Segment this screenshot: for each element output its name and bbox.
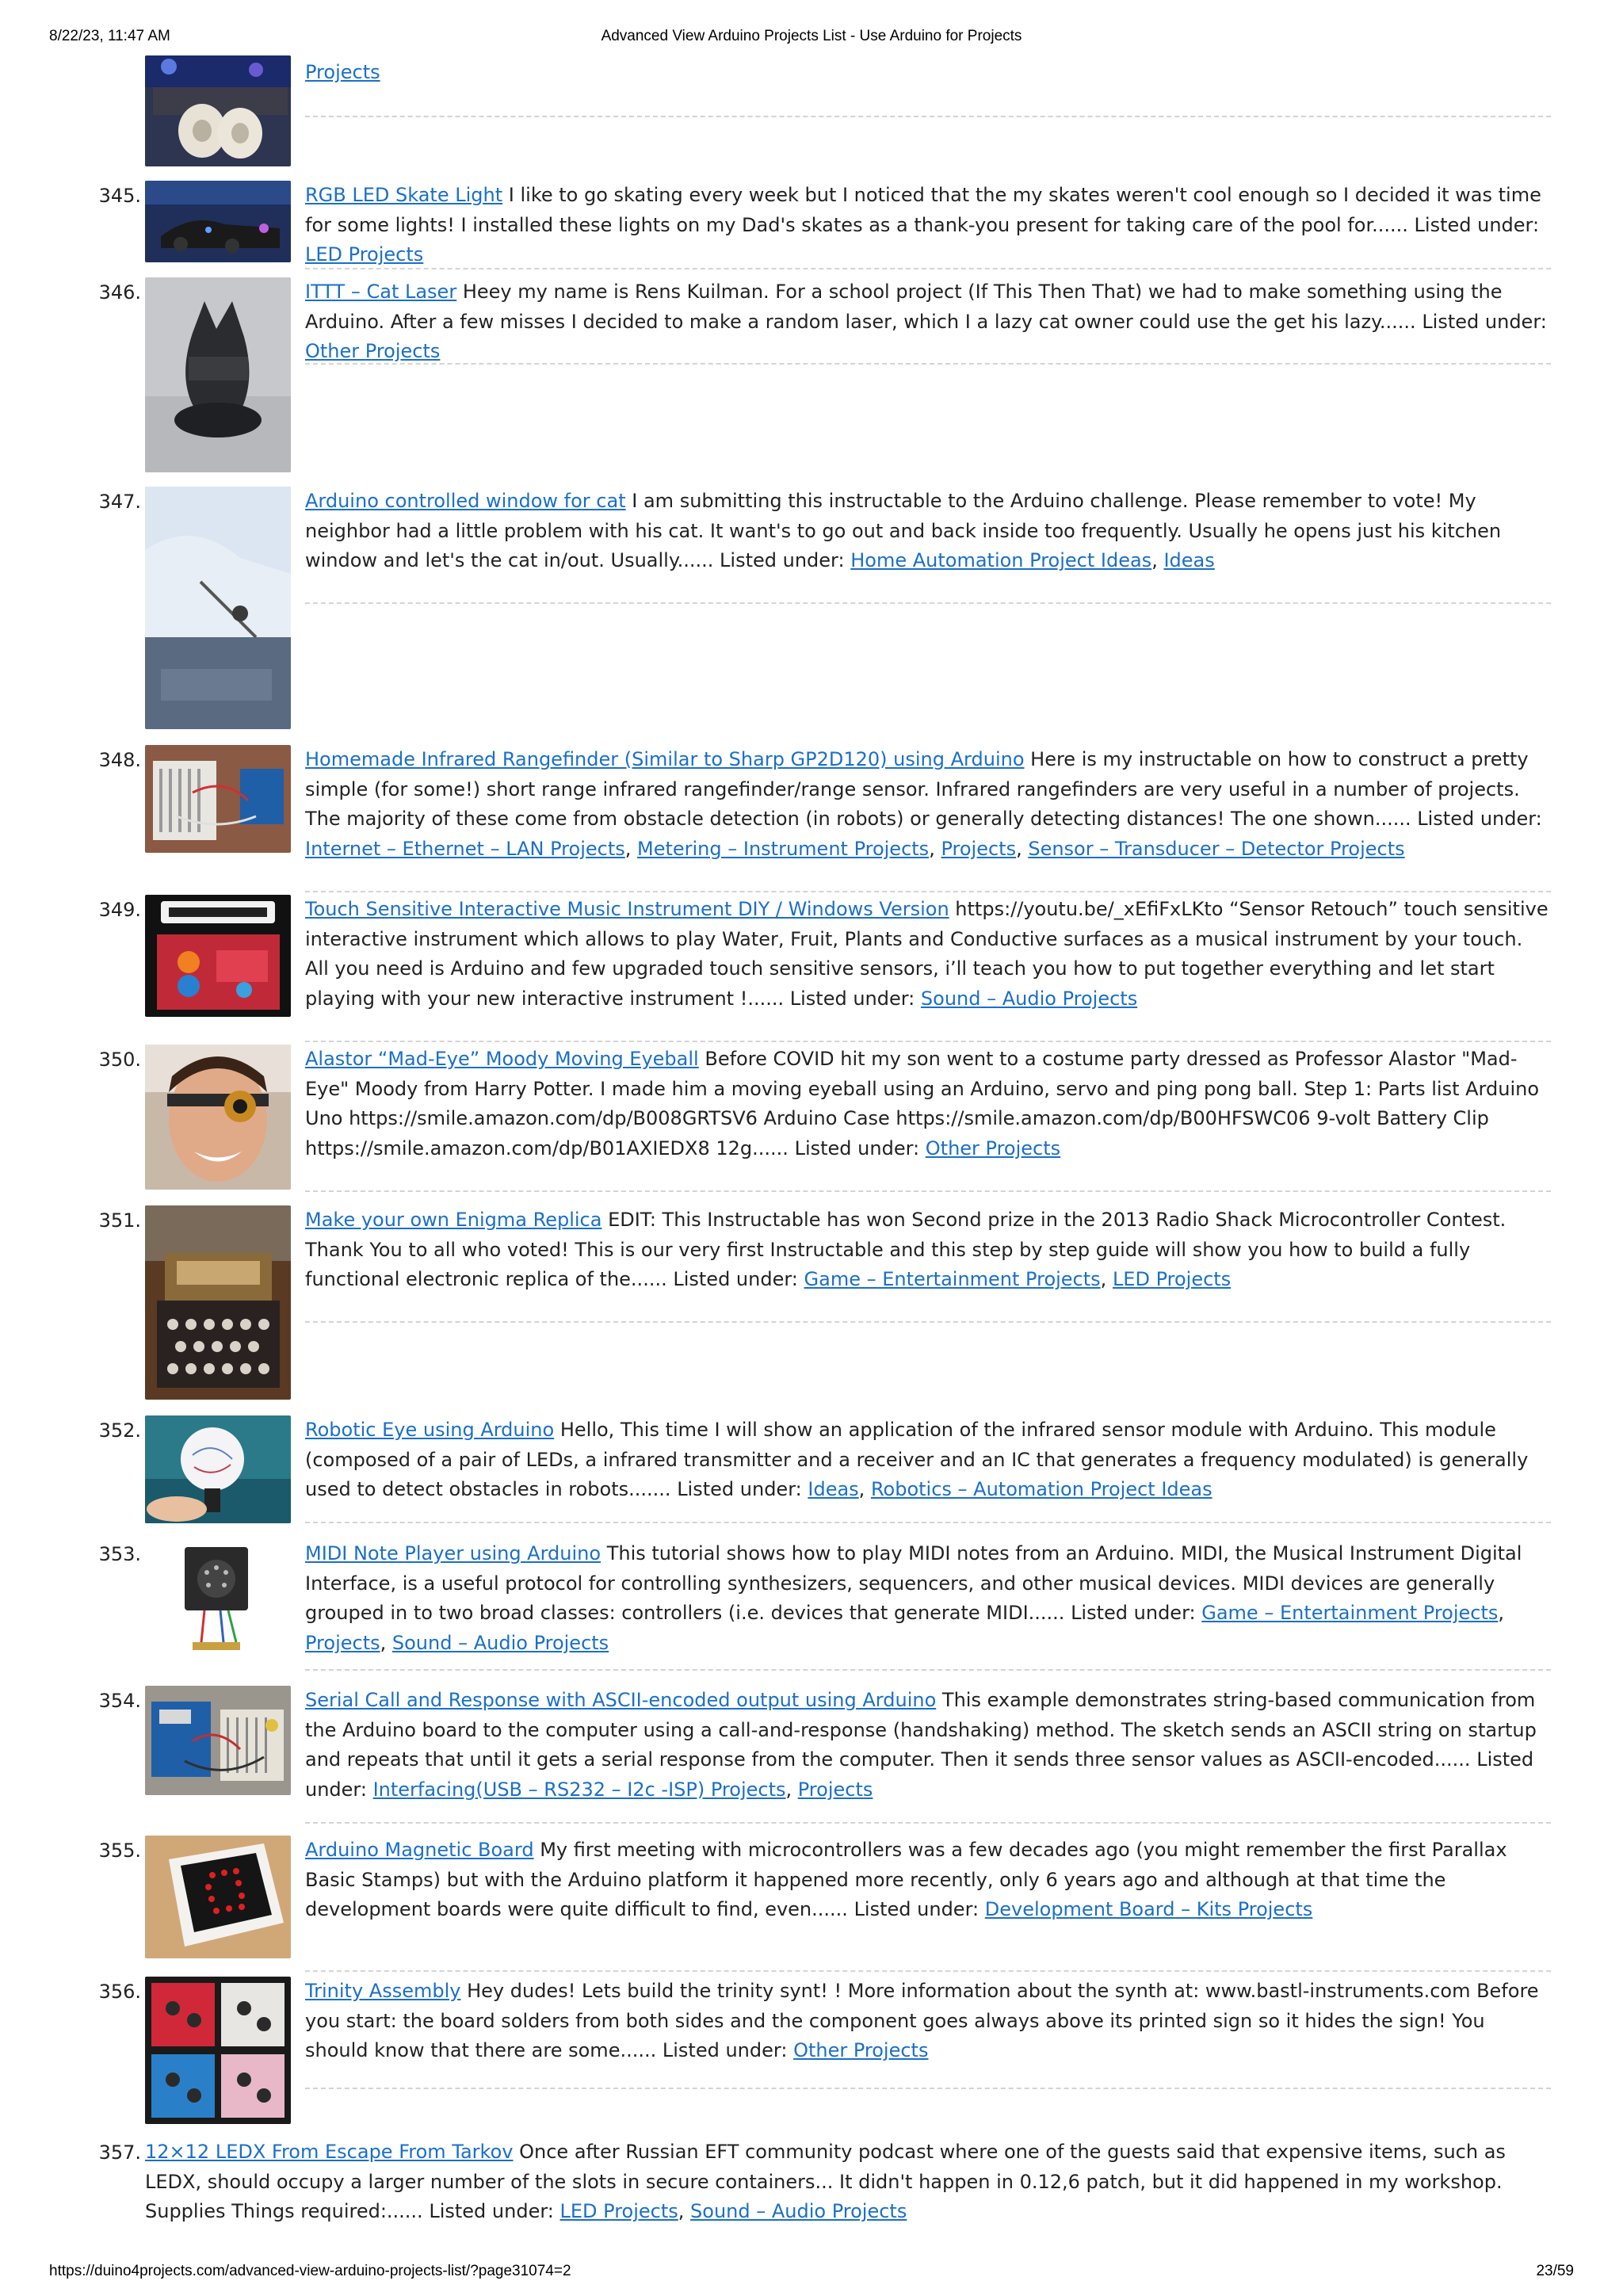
- category-link[interactable]: Development Board – Kits Projects: [984, 1898, 1313, 1921]
- listed-under-label: Listed under:: [794, 1137, 920, 1160]
- project-title-link[interactable]: Serial Call and Response with ASCII-encoded output using Arduino: [305, 1689, 937, 1711]
- project-title-link[interactable]: Robotic Eye using Arduino: [305, 1419, 555, 1441]
- item-divider: [305, 268, 1551, 269]
- category-link[interactable]: Sound – Audio Projects: [391, 1632, 609, 1655]
- item-number: 348.: [98, 749, 141, 771]
- item-number: 351.: [98, 1209, 141, 1232]
- listed-under-label: Listed under:: [677, 1478, 802, 1501]
- project-description: Hey dudes! Lets build the trinity synt! ! More information about the synth at: www.bastl-instruments.com Before you start: the board solders from both sides and the component goes always above its printed sign so it hides the sign! You should know that there are some......: [305, 1980, 1539, 2062]
- category-link[interactable]: Sensor – Transducer – Detector Projects: [1028, 838, 1405, 861]
- category-link[interactable]: Game – Entertainment Projects: [804, 1268, 1101, 1291]
- item-divider: [305, 1522, 1551, 1523]
- listed-under-label: Listed under:: [305, 1748, 1534, 1801]
- project-description: I am submitting this instructable to the Arduino challenge. Please remember to vote! My neighbor had a little problem with his cat. It want's to go out and back inside too frequently. Usually he opens just his kitchen window and let's the cat in/out. Usually......: [305, 490, 1502, 572]
- item-divider: [305, 1321, 1551, 1323]
- print-title: Advanced View Arduino Projects List - Use Arduino for Projects: [601, 28, 1022, 44]
- project-thumbnail: [145, 1205, 291, 1400]
- project-thumbnail: [145, 1415, 291, 1523]
- item-divider: [305, 1970, 1551, 1972]
- project-description: My first meeting with microcontrollers was a few decades ago (you might remember the first Parallax Basic Stamps) but with the Arduino platform it happened more recently, only 6 years ago and although at that time the development boards were quite difficult to find, even......: [305, 1839, 1507, 1921]
- category-link[interactable]: Sound – Audio Projects: [920, 988, 1138, 1010]
- listed-under-label: Listed under:: [720, 549, 845, 572]
- project-title-link[interactable]: RGB LED Skate Light: [305, 184, 503, 206]
- listed-under-label: Listed under:: [662, 2039, 788, 2062]
- category-link[interactable]: Internet – Ethernet – LAN Projects: [305, 838, 625, 861]
- item-divider: [305, 891, 1551, 892]
- project-description: Hello, This time I will show an application of the infrared sensor module with Arduino. This module (composed of a pair of LEDs, a infrared transmitter and a receiver and an IC that generates a frequency modulated) is generally used to detect obstacles in robots.......: [305, 1419, 1529, 1501]
- category-link[interactable]: Interfacing(USB – RS232 – I2c -ISP) Projects: [372, 1778, 786, 1801]
- category-link[interactable]: Other Projects: [925, 1137, 1061, 1160]
- print-page-number: 23/59: [1536, 2263, 1574, 2279]
- category-link[interactable]: Projects: [305, 61, 380, 83]
- listed-under-label: Listed under:: [673, 1268, 798, 1291]
- project-title-link[interactable]: Trinity Assembly: [305, 1980, 461, 2002]
- item-divider: [305, 363, 1551, 365]
- category-link[interactable]: Metering – Instrument Projects: [637, 838, 930, 861]
- project-description: This tutorial shows how to play MIDI notes from an Arduino. MIDI, the Musical Instrument Digital Interface, is a useful protocol for controlling synthesizers, sequencers, and other musical devices. MIDI devices are generally grouped in to two broad classes: controllers (i.e. devices that generate MIDI......: [305, 1542, 1522, 1625]
- category-link[interactable]: Sound – Audio Projects: [690, 2200, 907, 2223]
- item-divider: [305, 1822, 1551, 1824]
- item-divider: [305, 1041, 1551, 1042]
- item-number: 357.: [98, 2141, 141, 2164]
- project-thumbnail: [145, 1977, 291, 2124]
- item-divider: [305, 2088, 1551, 2089]
- category-link[interactable]: Home Automation Project Ideas: [850, 549, 1152, 572]
- project-thumbnail: [145, 487, 291, 729]
- category-link[interactable]: Ideas: [1163, 549, 1215, 572]
- project-title-link[interactable]: 12×12 LEDX From Escape From Tarkov: [145, 2141, 514, 2163]
- project-description: Heey my name is Rens Kuilman. For a school project (If This Then That) we had to make something using the Arduino. After a few misses I decided to make a random laser, which I a lazy cat owner could use the get his lazy......: [305, 281, 1503, 333]
- project-thumbnail: [145, 1836, 291, 1958]
- item-divider: [305, 602, 1551, 604]
- item-number: 354.: [98, 1690, 141, 1712]
- item-number: 346.: [98, 281, 141, 304]
- item-number: 356.: [98, 1981, 141, 2003]
- item-number: 352.: [98, 1419, 141, 1442]
- listed-under-label: Listed under:: [1414, 213, 1540, 236]
- category-link[interactable]: Projects: [305, 1632, 380, 1655]
- item-number: 355.: [98, 1839, 141, 1862]
- project-description: Before COVID hit my son went to a costume party dressed as Professor Alastor "Mad-Eye" Moody from Harry Potter. I made him a moving eyeball using an Arduino, servo and ping pong ball. Step 1: Parts list Arduino Uno https://smile.amazon.com/dp/B008GRTSV6 Arduino Case https://smile.amazon.com/dp/B00HFSWC06 9-volt Battery Clip https://smile.amazon.com/dp/B01AXIEDX8 12g......: [305, 1048, 1540, 1160]
- print-footer: [49, 2263, 1574, 2283]
- listed-under-label: Listed under:: [1422, 310, 1547, 333]
- project-title-link[interactable]: Touch Sensitive Interactive Music Instrument DIY / Windows Version: [305, 898, 949, 920]
- category-link[interactable]: Game – Entertainment Projects: [1201, 1602, 1499, 1625]
- project-description: Here is my instructable on how to construct a pretty simple (for some!) short range infrared rangefinder/range sensor. Infrared rangefinders are very useful in a number of projects. The majority of these come from obstacle detection (in robots) or generally detecting distances! The one shown......: [305, 748, 1529, 831]
- project-title-link[interactable]: MIDI Note Player using Arduino: [305, 1542, 601, 1564]
- project-description: I like to go skating every week but I noticed that the my skates weren't cool enough so I decided it was time for some lights! I installed these lights on my Dad's skates as a thank-you present for taking care of the pool for......: [305, 184, 1541, 236]
- item-number: 353.: [98, 1543, 141, 1565]
- category-link[interactable]: Ideas: [808, 1478, 859, 1501]
- project-description: EDIT: This Instructable has won Second prize in the 2013 Radio Shack Microcontroller Contest. Thank You to all who voted! This is our very first Instructable and this step by step guide will show you how to build a fully functional electronic replica of the......: [305, 1209, 1507, 1291]
- category-link[interactable]: Robotics – Automation Project Ideas: [870, 1478, 1212, 1501]
- project-description: Once after Russian EFT community podcast where one of the guests said that expensive items, such as LEDX, should occupy a larger number of the slots in secure containers... It didn't happen in 0.12,6 patch, but it did happened in my workshop. Supplies Things required:......: [145, 2141, 1506, 2223]
- category-link[interactable]: Other Projects: [793, 2039, 929, 2062]
- project-title-link[interactable]: Arduino Magnetic Board: [305, 1839, 534, 1861]
- project-title-link[interactable]: Homemade Infrared Rangefinder (Similar to Sharp GP2D120) using Arduino: [305, 748, 1025, 770]
- listed-under-label: Listed under:: [429, 2200, 554, 2223]
- project-description: https://youtu.be/_xEfiFxLKto “Sensor Retouch” touch sensitive interactive instrument which allows to play Water, Fruit, Plants and Conductive surfaces as a musical instrument by your touch. All you need is Arduino and few upgraded touch sensitive sensors, i’ll teach you how to put together everything and let start playing with your new interactive instrument !......: [305, 898, 1549, 1010]
- project-thumbnail: [145, 1539, 291, 1666]
- item-number: 347.: [98, 491, 141, 513]
- category-link[interactable]: LED Projects: [1112, 1268, 1232, 1291]
- category-link[interactable]: Projects: [797, 1778, 873, 1801]
- item-number: 349.: [98, 899, 141, 921]
- listed-under-label: Listed under:: [1417, 808, 1542, 831]
- item-number: 345.: [98, 185, 141, 207]
- project-title-link[interactable]: Arduino controlled window for cat: [305, 490, 626, 512]
- category-link[interactable]: Other Projects: [305, 340, 441, 363]
- project-title-link[interactable]: Alastor “Mad-Eye” Moody Moving Eyeball: [305, 1048, 699, 1070]
- listed-under-label: Listed under:: [789, 988, 915, 1010]
- listed-under-label: Listed under:: [1071, 1602, 1196, 1625]
- item-number: 350.: [98, 1049, 141, 1071]
- item-divider: [305, 1190, 1551, 1192]
- project-thumbnail: [145, 181, 291, 262]
- item-divider: [305, 116, 1551, 117]
- print-datetime: 8/22/23, 11:47 AM: [49, 28, 170, 44]
- category-link[interactable]: Projects: [941, 838, 1017, 861]
- project-description: This example demonstrates string-based communication from the Arduino board to the computer using a call-and-response (handshaking) method. The sketch sends an ASCII string on startup and repeats that until it gets a serial response from the computer. Then it sends three sensor values as ASCII-encoded......: [305, 1689, 1537, 1771]
- print-header: [49, 28, 1574, 48]
- project-title-link[interactable]: ITTT – Cat Laser: [305, 281, 457, 303]
- project-thumbnail: [145, 277, 291, 472]
- project-thumbnail: [145, 55, 291, 166]
- project-title-link[interactable]: Make your own Enigma Replica: [305, 1209, 602, 1231]
- item-divider: [305, 1669, 1551, 1671]
- project-thumbnail: [145, 895, 291, 1017]
- project-thumbnail: [145, 1686, 291, 1795]
- project-thumbnail: [145, 1045, 291, 1190]
- category-link[interactable]: LED Projects: [305, 243, 424, 266]
- category-link[interactable]: LED Projects: [559, 2200, 678, 2223]
- listed-under-label: Listed under:: [854, 1898, 980, 1921]
- print-url: https://duino4projects.com/advanced-view-arduino-projects-list/?page31074=2: [49, 2263, 571, 2279]
- project-thumbnail: [145, 745, 291, 853]
